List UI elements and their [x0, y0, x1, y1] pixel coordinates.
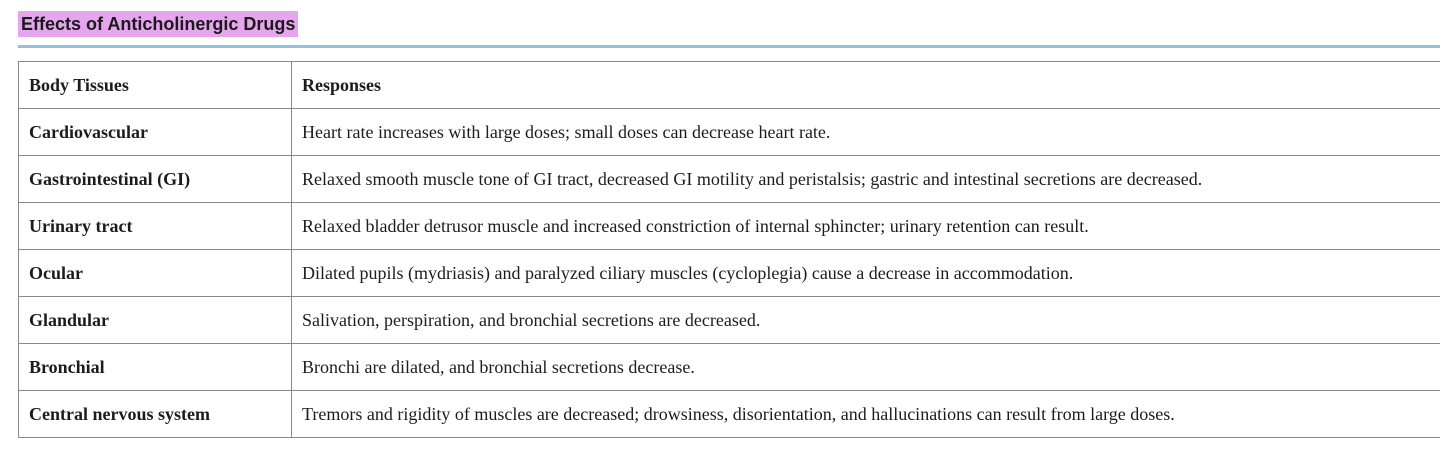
- table-row: [19, 391, 1440, 438]
- response-cell: Heart rate increases with large doses; small doses can decrease heart rate.: [292, 109, 1440, 156]
- tissue-cell: Bronchial: [19, 344, 292, 391]
- title-container: [18, 11, 298, 37]
- response-cell: Tremors and rigidity of muscles are decreased; drowsiness, disorientation, and hallucinations can result from large doses.: [292, 391, 1440, 438]
- table-row: [19, 250, 1440, 297]
- table-row: [19, 109, 1440, 156]
- header-body-tissues: Body Tissues: [19, 62, 292, 109]
- response-cell: Salivation, perspiration, and bronchial secretions are decreased.: [292, 297, 1440, 344]
- tissue-cell: Glandular: [19, 297, 292, 344]
- response-cell: Bronchi are dilated, and bronchial secretions decrease.: [292, 344, 1440, 391]
- tissue-cell: Urinary tract: [19, 203, 292, 250]
- tissue-cell: Central nervous system: [19, 391, 292, 438]
- page-title: Effects of Anticholinergic Drugs: [18, 11, 298, 37]
- response-cell: Relaxed bladder detrusor muscle and increased constriction of internal sphincter; urinary retention can result.: [292, 203, 1440, 250]
- table-header-row: [19, 62, 1440, 109]
- table-row: [19, 297, 1440, 344]
- table-row: [19, 203, 1440, 250]
- tissue-cell: Cardiovascular: [19, 109, 292, 156]
- title-divider: [18, 45, 1440, 48]
- effects-table: [18, 61, 1440, 438]
- tissue-cell: Gastrointestinal (GI): [19, 156, 292, 203]
- tissue-cell: Ocular: [19, 250, 292, 297]
- table-row: [19, 156, 1440, 203]
- header-responses: Responses: [292, 62, 1440, 109]
- response-cell: Relaxed smooth muscle tone of GI tract, decreased GI motility and peristalsis; gastric and intestinal secretions are decreased.: [292, 156, 1440, 203]
- table-row: [19, 344, 1440, 391]
- response-cell: Dilated pupils (mydriasis) and paralyzed ciliary muscles (cycloplegia) cause a decrease in accommodation.: [292, 250, 1440, 297]
